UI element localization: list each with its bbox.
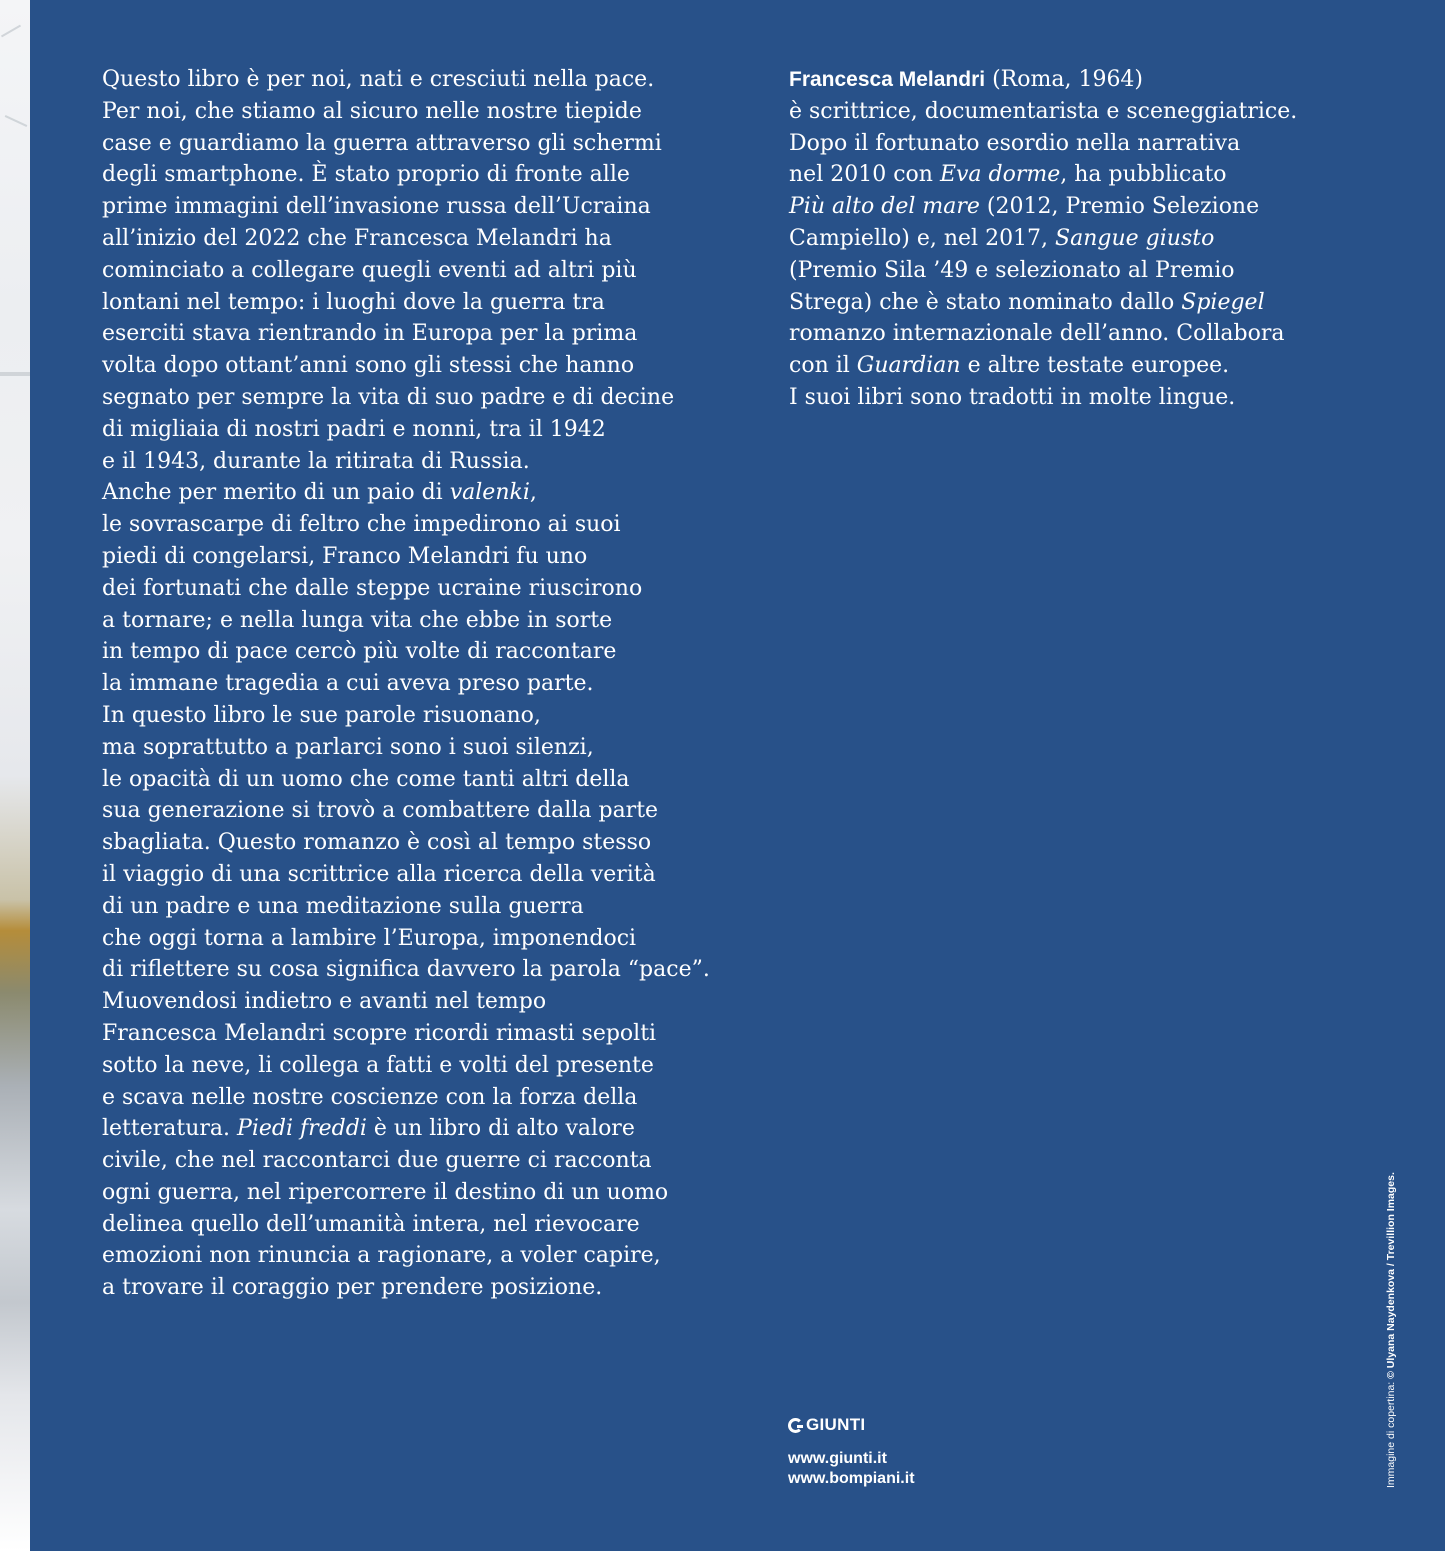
author-bio: Francesca Melandri (Roma, 1964) è scrittrice, documentarista e sceneggiatrice. Dopo il fortunato esordio nella narrativa nel 2010 con Eva dorme, ha pubblicato Più alto del mare (2012, Premio Selezione Campiello) e, nel 2017, Sangue giusto (Premio Sila ’49 e selezionato al Premio Strega) che è stato nominato dallo Spiegel romanzo internazionale dell’anno. Collabora con il Guardian e altre testate europee. I suoi libri sono tradotti in molte lingue. (789, 67, 1298, 410)
url-giunti[interactable]: www.giunti.it (788, 1450, 887, 1467)
publisher-urls (788, 1449, 915, 1489)
url-bompiani[interactable]: www.bompiani.it (788, 1470, 915, 1487)
frosted-branch (1, 25, 21, 38)
synopsis-text: Questo libro è per noi, nati e cresciuti nella pace. Per noi, che stiamo al sicuro nelle nostre tiepide case e guardiamo la guerra attraverso gli schermi degli smartphone. È stato proprio di fronte alle prime immagini dell’invasione russa dell’Ucraina all’inizio del 2022 che Francesca Melandri ha cominciato a collegare quegli eventi ad altri più lontani nel tempo: i luoghi dove la guerra tra eserciti stava rientrando in Europa per la prima volta dopo ottant’anni sono gli stessi che hanno segnato per sempre la vita di suo padre e di decine di migliaia di nostri padri e nonni, tra il 1942 e il 1943, durante la ritirata di Russia. Anche per merito di un paio di valenki, le sovrascarpe di feltro che impedirono ai suoi piedi di congelarsi, Franco Melandri fu uno dei fortunati che dalle steppe ucraine riuscirono a tornare; e nella lunga vita che ebbe in sorte in tempo di pace cercò più volte di raccontare la immane tragedia a cui aveva preso parte. In questo libro le sue parole risuonano, ma soprattutto a parlarci sono i suoi silenzi, le opacità di un uomo che come tanti altri della sua generazione si trovò a combattere dalla parte sbagliata. Questo romanzo è così al tempo stesso il viaggio di una scrittrice alla ricerca della verità di un padre e una meditazione sulla guerra che oggi torna a lambire l’Europa, imponendoci di riflettere su cosa significa davvero la parola “pace”. Muovendosi indietro e avanti nel tempo Francesca Melandri scopre ricordi rimasti sepolti sotto la neve, li collega a fatti e volti del presente e scava nelle nostre coscienze con la forza della letteratura. Piedi freddi è un libro di alto valore civile, che nel raccontarci due guerre ci racconta ogni guerra, nel ripercorrere il destino di un uomo delinea quello dell’umanità intera, nel rievocare emozioni non rinuncia a ragionare, a voler capire, a trovare il coraggio per prendere posizione. (102, 67, 710, 1301)
cover-image-credit: Immagine di copertina: © Ulyana Naydenkova / Trevillion Images. (1385, 1172, 1397, 1488)
frosted-branch (0, 372, 30, 376)
cover-photo-strip (0, 0, 30, 1551)
frosted-branch (5, 115, 28, 127)
giunti-logo-icon (788, 1418, 803, 1433)
publisher-logo (788, 1415, 865, 1435)
publisher-logo-text: GIUNTI (806, 1415, 866, 1434)
author-name: Francesca Melandri (789, 68, 986, 91)
